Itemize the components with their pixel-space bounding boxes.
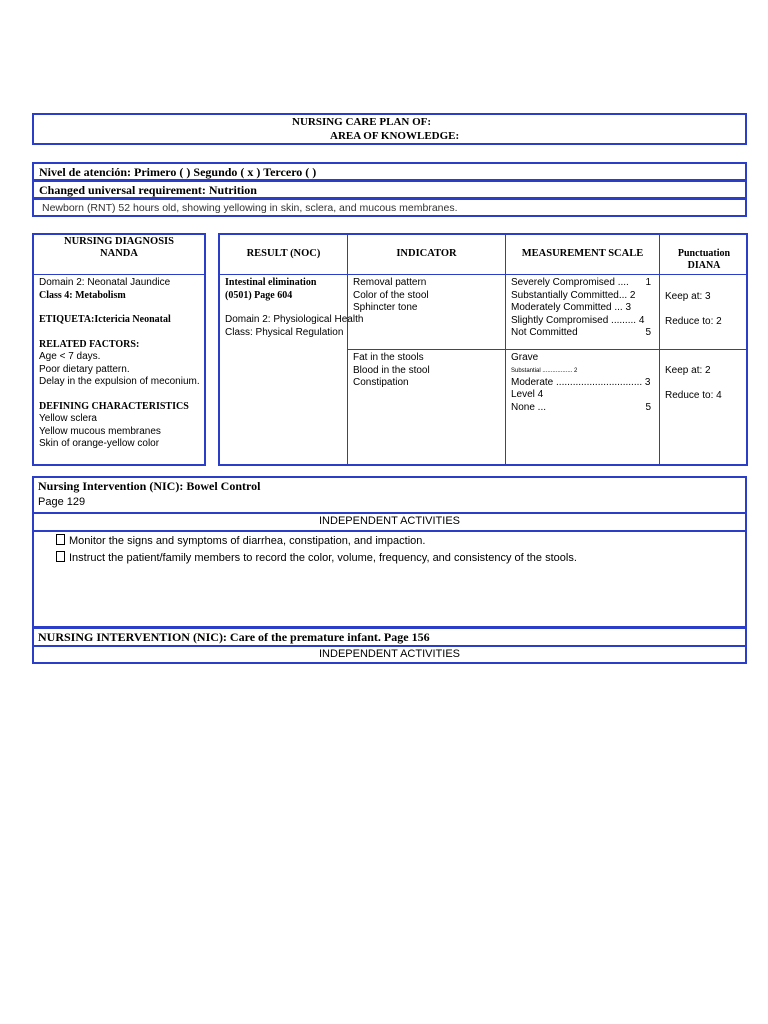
result-name: Intestinal elimination [225, 277, 317, 288]
related-factor: Poor dietary pattern. [39, 363, 130, 375]
scale-item: Severely Compromised .... 1 [511, 277, 651, 288]
scale-item: Moderate ............................... 3 [511, 376, 651, 388]
activity-item: Monitor the signs and symptoms of diarrhea, constipation, and impaction. [56, 534, 425, 547]
intervention-1 [32, 476, 747, 628]
defining-characteristic: Yellow mucous membranes [39, 425, 161, 437]
related-factors-heading: RELATED FACTORS: [39, 338, 140, 350]
intervention-1-title: Nursing Intervention (NIC): Bowel Control [38, 479, 261, 493]
checkbox-icon [56, 534, 65, 545]
requirement-row [32, 180, 747, 199]
intervention-2-title: NURSING INTERVENTION (NIC): Care of the premature infant. Page 156 [38, 630, 430, 644]
related-factor: Age < 7 days. [39, 351, 101, 362]
result-domain: Domain 2: Physiological Health [225, 314, 364, 325]
diagnosis-label: ETIQUETA:Ictericia Neonatal [39, 314, 171, 325]
defining-heading: DEFINING CHARACTERISTICS [39, 400, 189, 412]
scale-item: Moderately Committed ... 3 [511, 302, 632, 313]
case-description: Newborn (RNT) 52 hours old, showing yellowing in skin, sclera, and mucous membranes. [42, 202, 458, 214]
scale-item: Substantially Committed... 2 [511, 289, 636, 301]
intervention-1-page: Page 129 [38, 496, 86, 508]
nanda-heading: NURSING DIAGNOSIS NANDA [64, 236, 174, 259]
attention-level: Nivel de atención: Primero ( ) Segundo ( x ) Tercero ( ) [39, 165, 317, 179]
area-of-knowledge: AREA OF KNOWLEDGE: [330, 130, 460, 142]
indicator-heading: INDICATOR [396, 248, 457, 259]
scale-group-2 [511, 352, 655, 414]
plan-title: NURSING CARE PLAN OF: [292, 116, 432, 128]
indicator-item: Removal pattern [353, 277, 427, 288]
indicator-item: Fat in the stools [353, 352, 424, 363]
checkbox-icon [56, 551, 65, 562]
independent-activities-heading-2: INDEPENDENT ACTIVITIES [319, 648, 460, 660]
defining-characteristic: Skin of orange-yellow color [39, 438, 160, 449]
nanda-column [32, 233, 206, 466]
defining-characteristic: Yellow sclera [39, 413, 97, 424]
punctuation-reduce-2: Reduce to: 4 [665, 390, 722, 401]
intervention-2 [32, 627, 747, 664]
activity-item: Instruct the patient/family members to record the color, volume, frequency, and consistency of the stools. [56, 551, 577, 564]
diagnosis-class: Class 4: Metabolism [39, 289, 126, 301]
scale-item: Substantial .................. 2 [511, 367, 578, 374]
punctuation-reduce-1: Reduce to: 2 [665, 316, 722, 327]
scale-item: Slightly Compromised ......... 4 [511, 314, 645, 326]
universal-requirement: Changed universal requirement: Nutrition [39, 183, 257, 197]
outcome-table [218, 233, 748, 466]
independent-activities-heading: INDEPENDENT ACTIVITIES [319, 515, 460, 527]
indicator-item: Blood in the stool [353, 364, 430, 376]
attention-level-row [32, 162, 747, 181]
indicator-group-2 [353, 352, 430, 390]
scale-item: None ... 5 [511, 401, 651, 413]
case-row [32, 198, 747, 217]
result-code: (0501) Page 604 [225, 289, 293, 301]
punctuation-keep-2: Keep at: 2 [665, 365, 711, 376]
indicator-item: Color of the stool [353, 289, 429, 301]
result-class: Class: Physical Regulation [225, 326, 344, 338]
diagnosis-details [39, 277, 200, 451]
noc-heading: RESULT (NOC) [246, 248, 321, 259]
indicator-group-1 [353, 277, 429, 315]
scale-item: Grave [511, 352, 539, 363]
indicator-item: Constipation [353, 377, 409, 388]
punctuation-keep-1: Keep at: 3 [665, 291, 711, 302]
related-factor: Delay in the expulsion of meconium. [39, 376, 200, 387]
scale-group-1 [511, 277, 655, 340]
indicator-item: Sphincter tone [353, 302, 418, 313]
scale-item: Level 4 [511, 389, 544, 400]
scale-item: Not Committed 5 [511, 327, 651, 338]
punctuation-heading: Punctuation DIANA [677, 248, 731, 271]
diagnosis-domain: Domain 2: Neonatal Jaundice [39, 277, 171, 288]
result-details [225, 277, 363, 339]
plan-header [32, 113, 747, 145]
scale-heading: MEASUREMENT SCALE [521, 248, 644, 259]
